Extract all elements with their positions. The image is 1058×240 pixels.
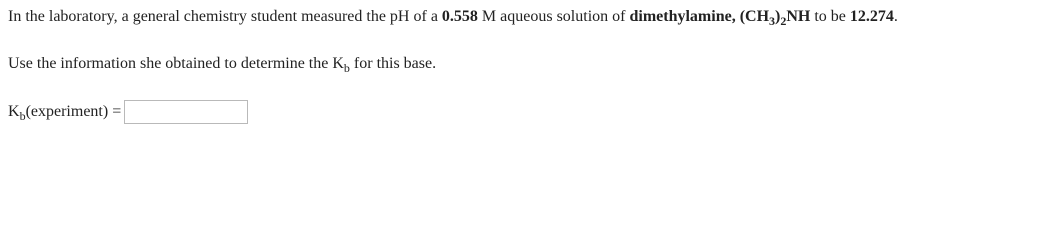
- compound-subscript-2: 2: [780, 14, 787, 28]
- concentration-unit: M aqueous solution of: [477, 8, 630, 25]
- kb-answer-input[interactable]: [124, 100, 248, 124]
- compound-name: [629, 8, 811, 28]
- kb-subscript: b: [343, 61, 350, 75]
- answer-label: [8, 103, 121, 121]
- statement-mid: to be: [810, 8, 850, 25]
- question-instruction: [8, 54, 436, 74]
- compound-tail: NH: [786, 8, 811, 25]
- answer-label-rest: (experiment) =: [25, 103, 122, 120]
- concentration-value: 0.558: [441, 8, 478, 25]
- answer-row: [8, 97, 248, 127]
- ph-value: 12.274: [849, 8, 894, 25]
- compound-subscript-3: 3: [769, 14, 776, 28]
- statement-prefix: In the laboratory, a general chemistry student measured the pH of a: [8, 8, 442, 25]
- compound-paren: ): [775, 8, 781, 25]
- question-statement: [8, 7, 898, 27]
- compound-name-text: dimethylamine, (CH: [629, 8, 770, 25]
- instruction-prefix: Use the information she obtained to determine the K: [8, 55, 344, 72]
- statement-period: .: [893, 8, 898, 25]
- answer-label-subscript: b: [19, 109, 26, 123]
- answer-label-k: K: [8, 103, 20, 120]
- instruction-suffix: for this base.: [349, 55, 437, 72]
